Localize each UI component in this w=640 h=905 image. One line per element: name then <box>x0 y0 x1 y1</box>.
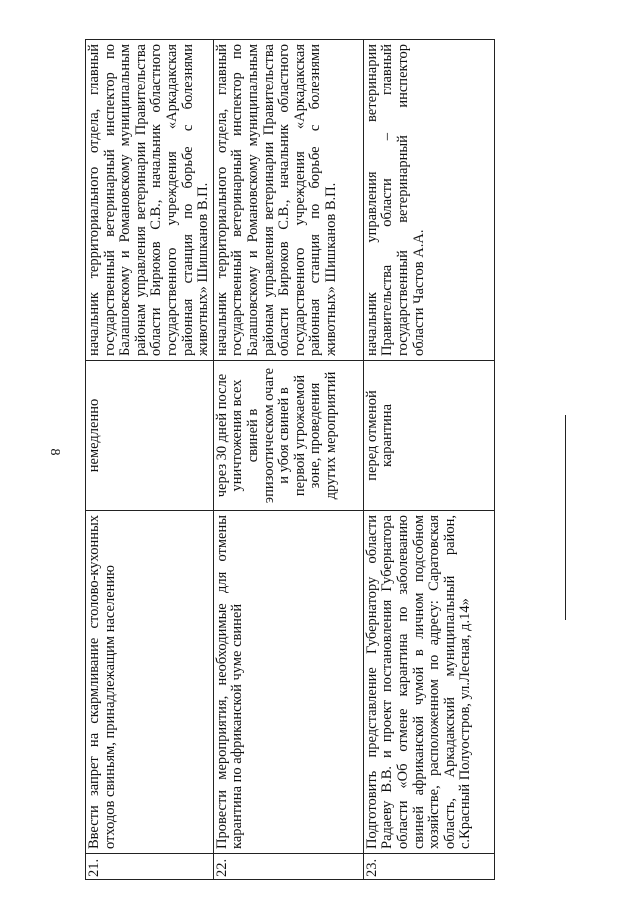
responsible-cell: начальник территориального отдела, главный государственный ветеринарный инспектор по Балашовскому и Романовскому муниципальным районам управления ветеринарии Правительства области Бирюков С.В., начальник областного государственного учреждения «Аркадакская районная станция по борьбе с болезнями животных» Шишканов В.П. <box>86 40 214 361</box>
page-number: 8 <box>47 448 62 456</box>
responsible-cell: начальник управления ветеринарии Правительства области – главный государственный ветеринарный инспектор области Частов А.А. <box>363 40 494 361</box>
deadline-cell: перед отменой карантина <box>363 361 494 511</box>
row-number: 23. <box>363 854 494 880</box>
action-cell: Подготовить представление Губернатору области Радаеву В.В. и проект постановления Губернатора области «Об отмене карантина по заболеванию свиней африканской чумой в личном подсобном хозяйстве, расположенном по адресу: Саратовская область, Аркадакский муниципальный район, с.Красный Полуостров, ул.Лесная, д.14» <box>363 511 494 854</box>
action-cell: Ввести запрет на скармливание столово-кухонных отходов свиньям, принадлежащим населению <box>86 511 214 854</box>
deadline-cell: через 30 дней после уничтожения всех свиней в эпизоотическом очаге и убоя свиней в первой угрожаемой зоне, проведения других мероприятий <box>213 361 363 511</box>
measures-table <box>85 39 495 880</box>
row-number: 22. <box>213 854 363 880</box>
table-row <box>86 40 214 880</box>
table-row <box>363 40 494 880</box>
row-number: 21. <box>86 854 214 880</box>
separator-line <box>565 415 566 620</box>
rotated-page-content <box>85 40 495 880</box>
action-cell: Провести мероприятия, необходимые для отмены карантина по африканской чуме свиней <box>213 511 363 854</box>
deadline-cell: немедленно <box>86 361 214 511</box>
responsible-cell: начальник территориального отдела, главный государственный ветеринарный инспектор по Балашовскому и Романовскому муниципальным районам управления ветеринарии Правительства области Бирюков С.В., начальник областного государственного учреждения «Аркадакская районная станция по борьбе с болезнями животных» Шишканов В.П. <box>213 40 363 361</box>
table-row <box>213 40 363 880</box>
